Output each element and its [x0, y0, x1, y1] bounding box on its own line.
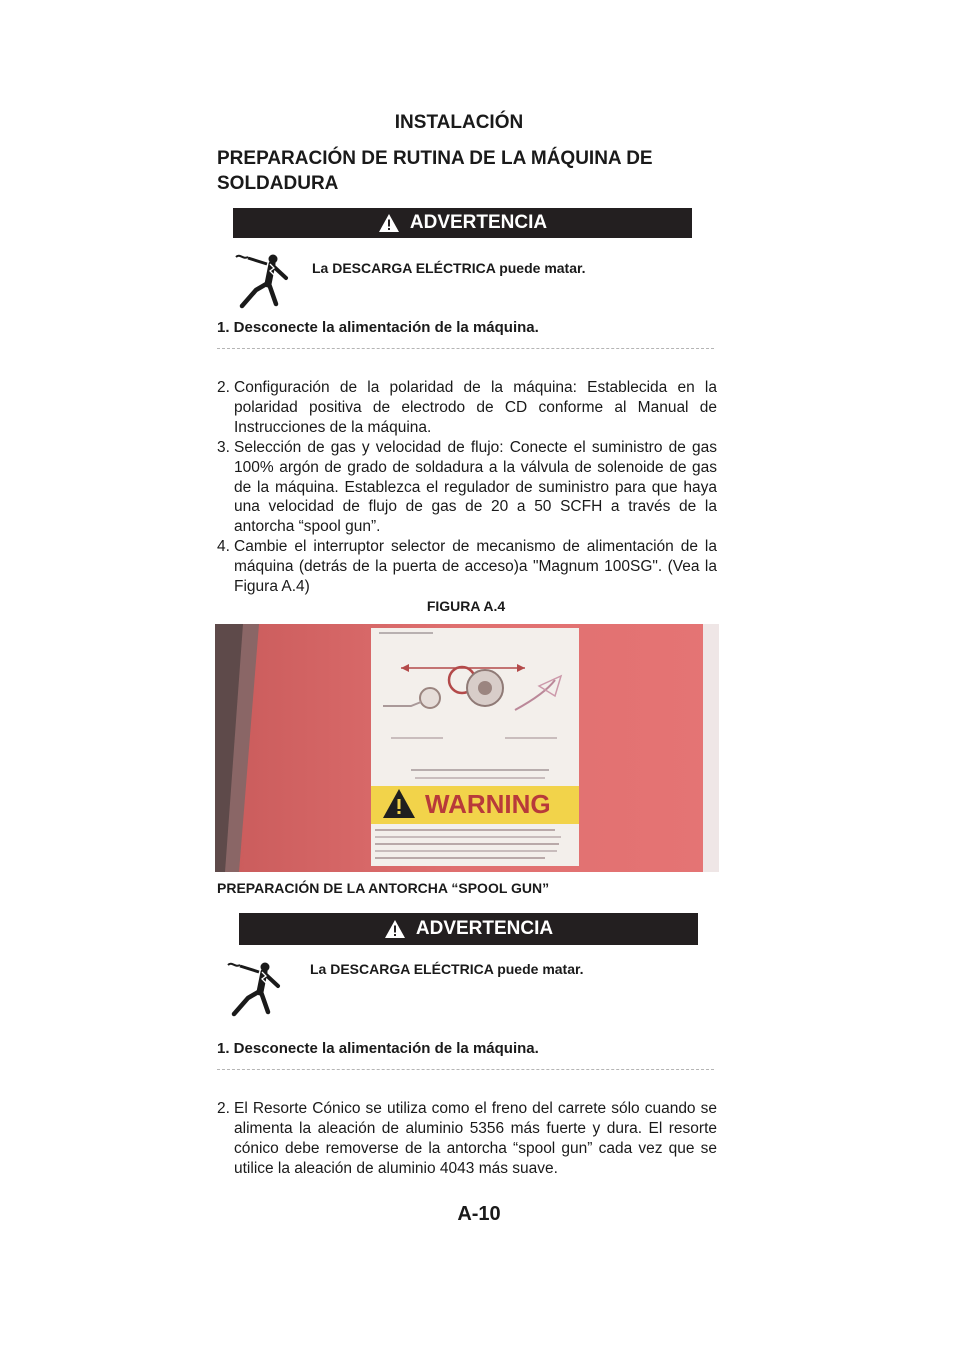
warning-triangle-icon: [378, 213, 400, 233]
warning-triangle-icon: [384, 919, 406, 939]
electric-shock-icon: [226, 958, 292, 1018]
list-item: [217, 438, 717, 538]
step-number: 3.: [217, 438, 230, 456]
step-number: 2.: [217, 379, 230, 396]
figure-label: FIGURA A.4: [426, 598, 506, 614]
photo-warning-text: WARNING: [425, 789, 551, 819]
warning-title: ADVERTENCIA: [409, 212, 548, 233]
shock-warning-text: La DESCARGA ELÉCTRICA puede matar.: [310, 961, 584, 977]
warning-title: ADVERTENCIA: [415, 918, 554, 939]
disconnect-step: 1. Desconecte la alimentación de la máquina.: [217, 1040, 539, 1057]
step-number: 4.: [217, 538, 230, 556]
step-text: Cambie el interruptor selector de mecanismo de alimentación de la máquina (detrás de la puerta de acceso)a "Magnum 100SG". (Vea la Figura A.4): [234, 538, 717, 596]
list-item: [217, 537, 717, 597]
figure-photo: [215, 624, 719, 872]
page-subtitle: PREPARACIÓN DE RUTINA DE LA MÁQUINA DE SOLDADURA: [217, 148, 653, 194]
machine-panel-illustration: [215, 624, 719, 872]
dashed-divider: [217, 1069, 714, 1070]
warning-banner: [233, 208, 692, 238]
section2-title: PREPARACIÓN DE LA ANTORCHA “SPOOL GUN”: [217, 880, 550, 896]
step-text: El Resorte Cónico se utiliza como el freno del carrete sólo cuando se alimenta la aleación de aluminio 5356 más fuerte y dura. El resorte cónico debe removerse de la antorcha “spool gun” cada vez que se utilice la aleación de aluminio 4043 más suave.: [234, 1100, 717, 1177]
setup-steps-list: [217, 378, 717, 597]
disconnect-step: 1. Desconecte la alimentación de la máquina.: [217, 319, 539, 336]
section-title: INSTALACIÓN: [394, 112, 524, 133]
page-number: A-10: [457, 1203, 501, 1225]
dashed-divider: [217, 348, 714, 349]
list-item: [217, 1099, 717, 1179]
step-number: 2.: [217, 1100, 230, 1117]
step-text: Configuración de la polaridad de la máquina: Establecida en la polaridad positiva de electrodo de CD conforme al Manual de Instrucciones de la máquina.: [234, 379, 717, 436]
warning-banner: [239, 913, 698, 945]
shock-warning-text: La DESCARGA ELÉCTRICA puede matar.: [312, 260, 586, 276]
spool-gun-steps-list: [217, 1099, 717, 1179]
list-item: [217, 378, 717, 438]
electric-shock-icon: [234, 250, 300, 310]
step-text: Selección de gas y velocidad de flujo: Conecte el suministro de gas 100% argón de grado de soldadura a la válvula de solenoide de gas de la máquina. Establezca el regulador de suministro para que haya una velocidad de flujo de gas de 20 a 50 SCFH a través de la antorcha “spool gun”.: [234, 438, 717, 536]
